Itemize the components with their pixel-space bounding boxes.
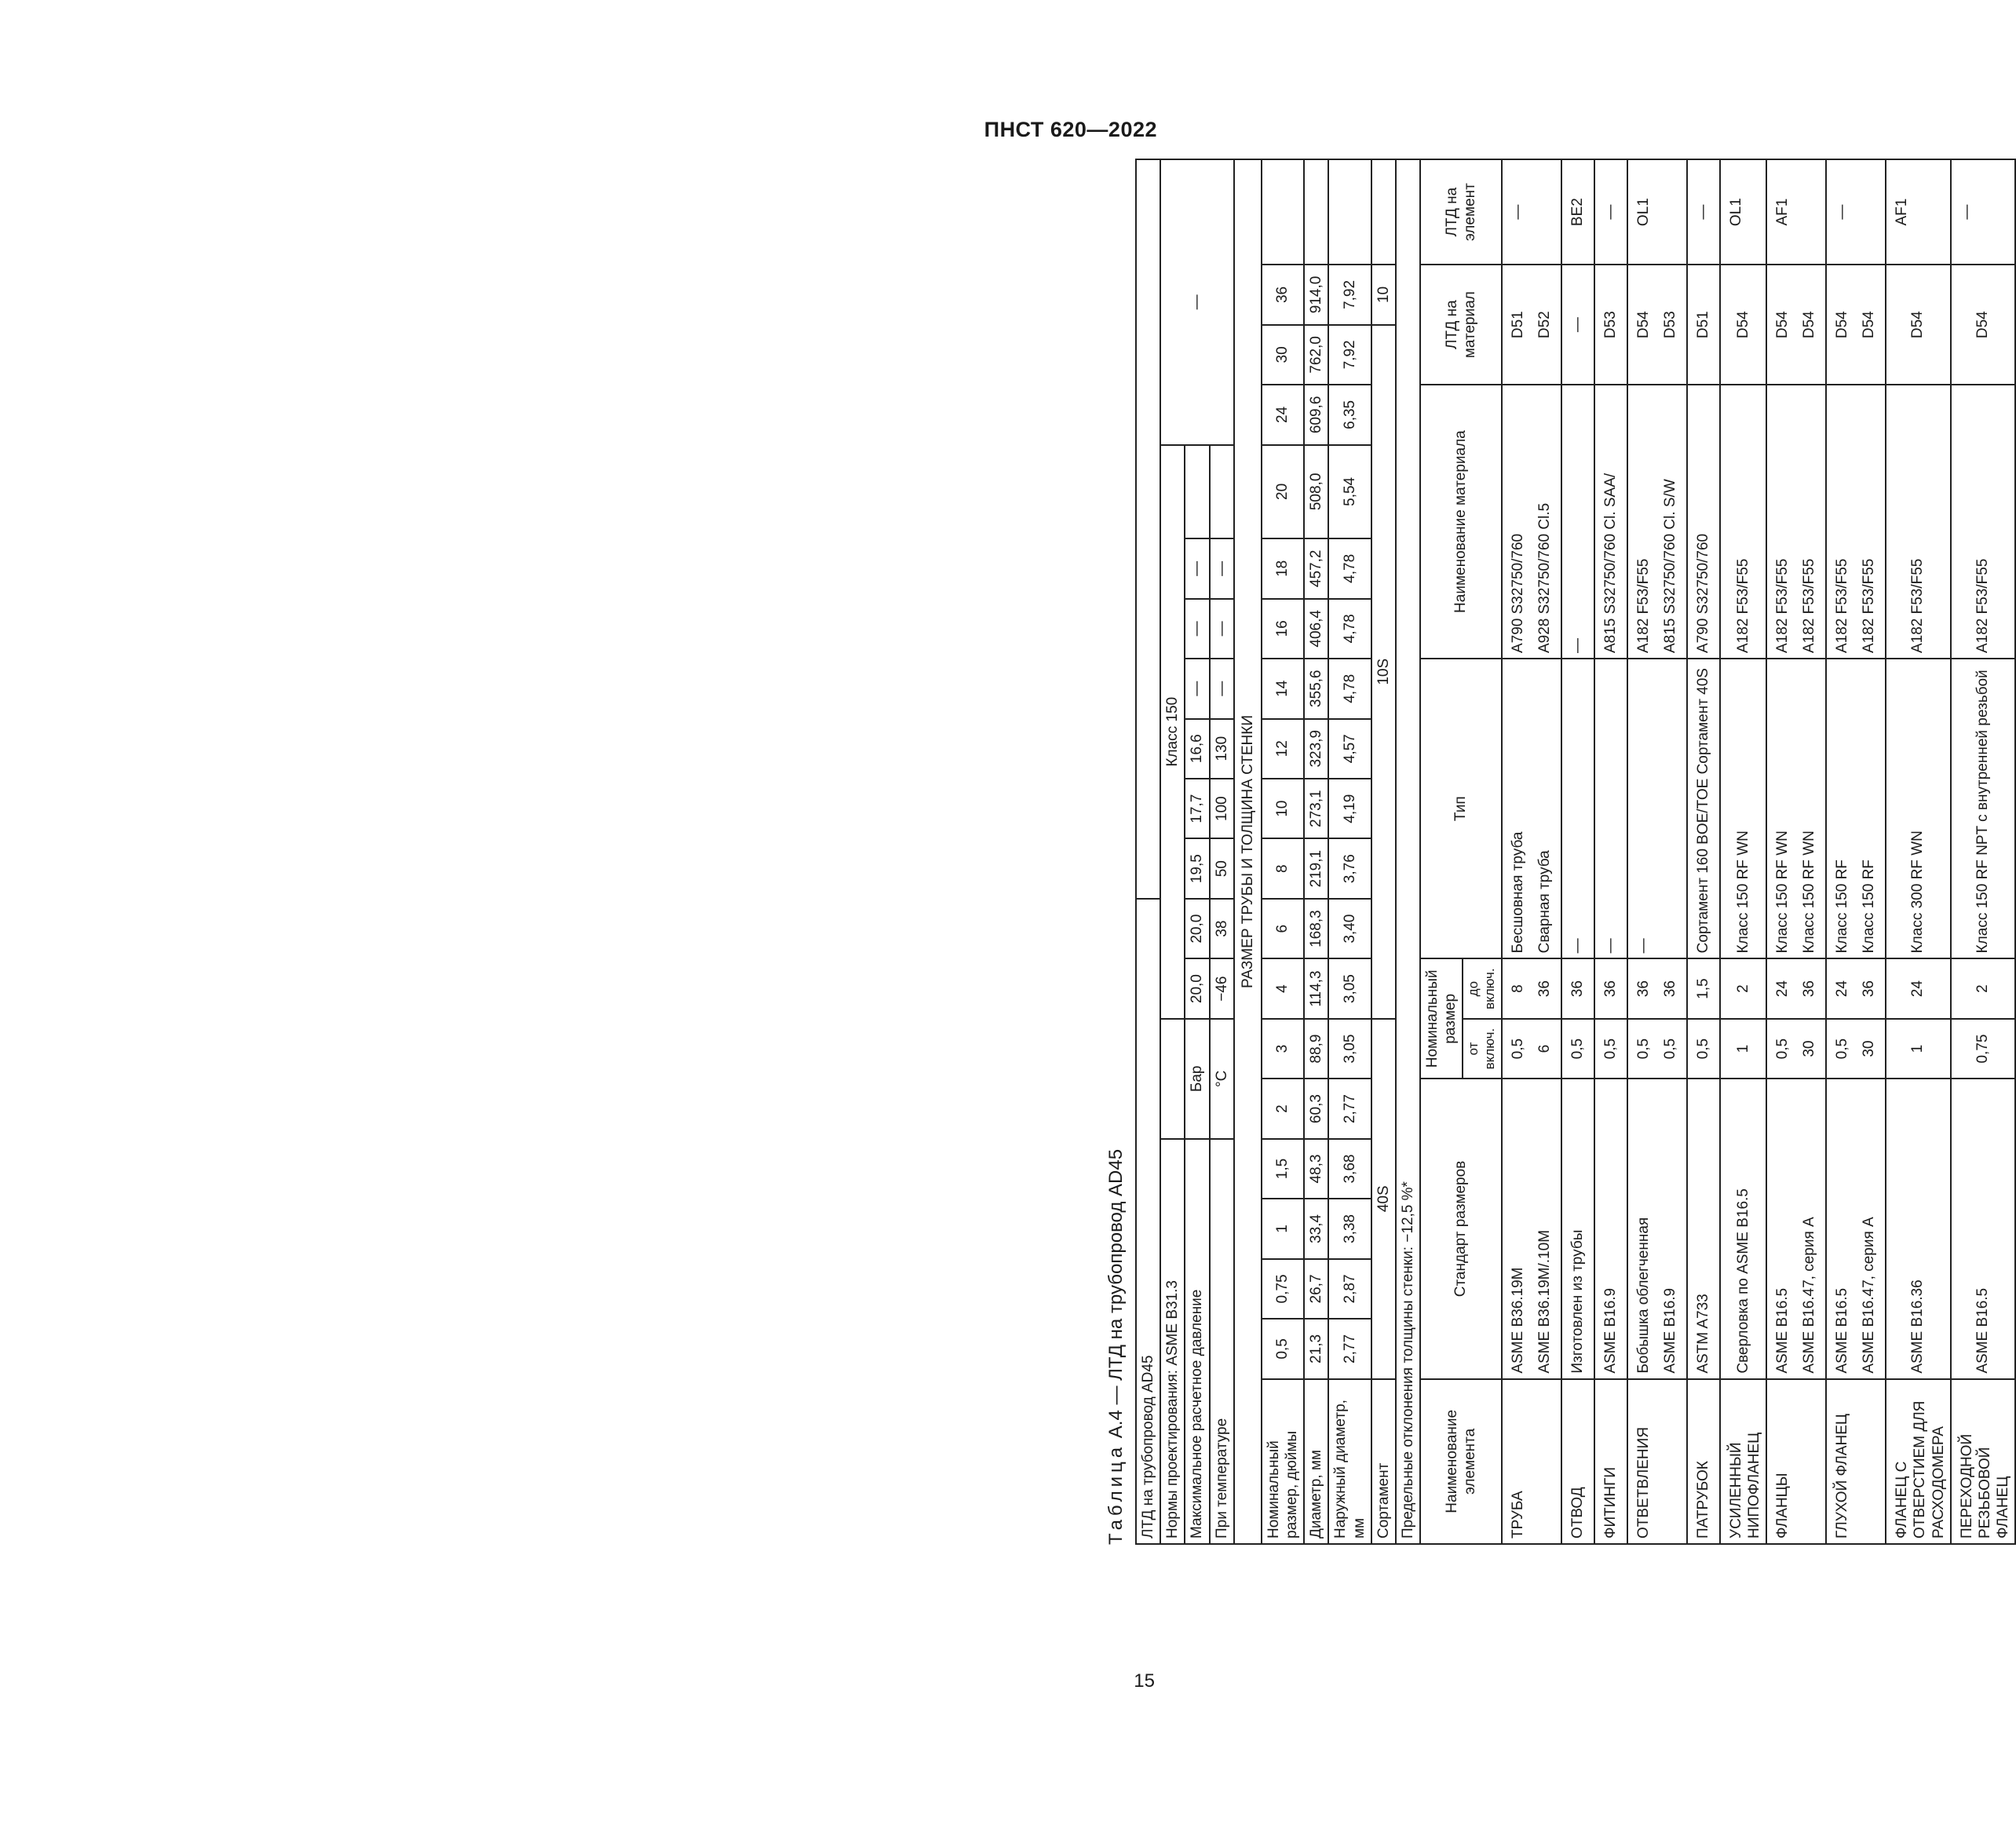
type-cell [1627, 659, 1687, 958]
section-title-row [1234, 159, 1262, 1544]
standard-cell [1886, 1079, 1951, 1378]
diameter-row [1304, 159, 1328, 1544]
col-to: до включ. [1463, 958, 1501, 1018]
from-cell-line: 1 [1734, 1044, 1751, 1053]
to-cell-line: 36 [1601, 980, 1619, 998]
standard-cell-line: ASME B36.19M/.10M [1536, 1229, 1553, 1374]
ltd-element-cell: — [1687, 159, 1720, 265]
ltd-label: ЛТД на трубопровод AD45 [1136, 899, 1160, 1544]
document-code: ПНСТ 620—2022 [984, 118, 1157, 141]
outer-diameter-value: 3,05 [1328, 1019, 1371, 1079]
ltd-material-cell [1627, 265, 1687, 385]
nominal-value: 16 [1262, 599, 1304, 659]
nominal-value: 24 [1262, 385, 1304, 444]
ltd-table [1135, 159, 2016, 1545]
from-cell-line: 6 [1536, 1044, 1553, 1053]
ltd-material-cell-line: D54 [1834, 311, 1851, 339]
nominal-value: 14 [1262, 659, 1304, 718]
ltd-material-cell [1502, 265, 1561, 385]
type-cell [1766, 659, 1826, 958]
standard-cell [1766, 1079, 1826, 1378]
material-cell-line: A182 F53/F55 [1834, 558, 1851, 654]
type-cell-line: Бесшовная труба [1509, 831, 1526, 954]
from-cell [1627, 1019, 1687, 1079]
diameter-value: 323,9 [1304, 719, 1328, 779]
to-cell-line: 8 [1509, 984, 1526, 993]
pressure-value: 17,7 [1185, 779, 1209, 838]
ltd-material-cell-line: D54 [1734, 311, 1751, 339]
from-cell-line: 0,5 [1569, 1038, 1586, 1060]
schedule-label: Сортамент [1371, 1379, 1396, 1544]
standard-cell [1561, 1079, 1594, 1378]
material-cell-line: A182 F53/F55 [1774, 558, 1791, 654]
standard-cell [1720, 1079, 1766, 1378]
col-ltd-material: ЛТД на материал [1420, 265, 1502, 385]
pressure-value: — [1185, 538, 1209, 598]
to-cell [1826, 958, 1886, 1018]
material-cell [1951, 385, 2016, 659]
outer-diameter-value: 2,77 [1328, 1079, 1371, 1138]
material-cell-line: A182 F53/F55 [1974, 558, 1991, 654]
diameter-value: 914,0 [1304, 265, 1328, 324]
table-row [1766, 159, 1826, 1544]
element-name: УСИЛЕННЫЙ НИПОФЛАНЕЦ [1720, 1379, 1766, 1544]
col-element: Наименование элемента [1420, 1379, 1502, 1544]
element-name: ОТВОД [1561, 1379, 1594, 1544]
nominal-size-row [1262, 159, 1304, 1544]
col-from: от включ. [1463, 1019, 1501, 1079]
from-cell-line: 1 [1909, 1044, 1927, 1053]
standard-cell-line: ASME B16.47, серия А [1801, 1217, 1818, 1374]
ltd-material-cell [1561, 265, 1594, 385]
ltd-material-cell [1687, 265, 1720, 385]
outer-diameter-label: Наружный диаметр, мм [1328, 1379, 1371, 1544]
standard-cell-line: ASME B16.36 [1909, 1279, 1927, 1374]
type-cell-line: Класс 150 RF [1861, 860, 1878, 954]
table-caption [1105, 159, 1127, 1545]
material-cell [1687, 385, 1720, 659]
material-cell-line: A815 S32750/760 Cl. SAA/ [1601, 473, 1619, 654]
material-cell-line: — [1569, 638, 1586, 654]
to-cell [1766, 958, 1826, 1018]
ltd-element-cell: — [1826, 159, 1886, 265]
from-cell-line: 0,5 [1509, 1038, 1526, 1060]
from-cell [1687, 1019, 1720, 1079]
temp-value: 130 [1210, 719, 1234, 779]
nominal-value: 12 [1262, 719, 1304, 779]
type-cell-line: Класс 150 RF WN [1801, 830, 1818, 954]
to-cell [1951, 958, 2016, 1018]
table-row [1502, 159, 1561, 1544]
standard-cell-line: ASME B16.47, серия А [1861, 1217, 1878, 1374]
temp-value: 100 [1210, 779, 1234, 838]
section-title: РАЗМЕР ТРУБЫ И ТОЛЩИНА СТЕНКИ [1234, 159, 1262, 1544]
class-label: Класс 150 [1160, 445, 1185, 1019]
from-cell-line: 30 [1861, 1040, 1878, 1057]
diameter-value: 114,3 [1304, 958, 1328, 1018]
header-blank [1160, 1019, 1185, 1139]
standard-cell [1502, 1079, 1561, 1378]
from-cell [1886, 1019, 1951, 1079]
table-row [1951, 159, 2016, 1544]
ltd-material-cell [1594, 265, 1627, 385]
ltd-material-cell [1826, 265, 1886, 385]
standard-cell [1627, 1079, 1687, 1378]
ltd-element-cell: — [1594, 159, 1627, 265]
from-cell [1720, 1019, 1766, 1079]
standard-cell-line: ASME B16.9 [1661, 1287, 1678, 1374]
to-cell-line: 1,5 [1694, 978, 1711, 999]
ltd-material-cell-line: D54 [1861, 311, 1878, 339]
ltd-material-cell-line: D54 [1801, 311, 1818, 339]
from-cell-line: 30 [1801, 1040, 1818, 1057]
header-row-ltd [1136, 159, 1160, 1544]
type-cell-line: Класс 300 RF WN [1909, 830, 1927, 954]
outer-diameter-value: 3,05 [1328, 958, 1371, 1018]
type-cell [1502, 659, 1561, 958]
from-cell [1594, 1019, 1627, 1079]
material-cell [1627, 385, 1687, 659]
material-cell-line: A182 F53/F55 [1634, 558, 1652, 654]
type-cell-line: — [1601, 938, 1619, 954]
standard-cell [1594, 1079, 1627, 1378]
nominal-value: 1 [1262, 1199, 1304, 1258]
ltd-element-cell: AF1 [1886, 159, 1951, 265]
table-row [1561, 159, 1594, 1544]
to-cell [1687, 958, 1720, 1018]
outer-diameter-value: 7,92 [1328, 265, 1371, 324]
standard-cell-line: ASME B36.19M [1509, 1267, 1526, 1374]
caption-label: Таблица [1105, 1443, 1127, 1545]
to-cell-line: 36 [1536, 980, 1553, 998]
to-cell-line: 2 [1734, 984, 1751, 993]
temp-value: — [1210, 599, 1234, 659]
outer-diameter-value: 4,78 [1328, 538, 1371, 598]
outer-diameter-row [1328, 159, 1371, 1544]
type-cell-line [1657, 664, 1684, 953]
schedule-10: 10 [1371, 265, 1396, 324]
table-row [1687, 159, 1720, 1544]
outer-diameter-value: 4,19 [1328, 779, 1371, 838]
diameter-value: 762,0 [1304, 325, 1328, 385]
type-cell-line: — [1569, 938, 1586, 954]
temp-value: −46 [1210, 958, 1234, 1018]
table-row [1627, 159, 1687, 1544]
diameter-value: 273,1 [1304, 779, 1328, 838]
diameter-value: 21,3 [1304, 1319, 1328, 1378]
element-name: ФЛАНЕЦ С ОТВЕРСТИЕМ ДЛЯ РАСХОДОМЕРА [1886, 1379, 1951, 1544]
pressure-value: 19,5 [1185, 838, 1209, 898]
pressure-value: — [1185, 659, 1209, 718]
standard-cell-line: ASME B16.9 [1601, 1287, 1619, 1374]
type-cell-line: Сортамент 160 BOE/TOE Сортамент 40S [1694, 668, 1711, 954]
element-name: ГЛУХОЙ ФЛАНЕЦ [1826, 1379, 1886, 1544]
material-cell-line: A182 F53/F55 [1734, 558, 1751, 654]
diameter-value: 168,3 [1304, 899, 1328, 958]
nominal-value: 8 [1262, 838, 1304, 898]
pressure-unit: Бар [1185, 1019, 1209, 1139]
ltd-material-cell-line: D54 [1974, 311, 1991, 339]
tolerance-note: Предельные отклонения толщины стенки: −12,5 %* [1396, 159, 1420, 1544]
from-cell [1766, 1019, 1826, 1079]
to-cell-line: 36 [1661, 980, 1678, 998]
temp-value: — [1210, 538, 1234, 598]
type-cell [1687, 659, 1720, 958]
outer-diameter-value: 2,87 [1328, 1259, 1371, 1319]
to-cell [1886, 958, 1951, 1018]
temp-value: — [1210, 659, 1234, 718]
header-blank [1136, 159, 1160, 899]
nominal-value: 2 [1262, 1079, 1304, 1138]
ltd-element-cell: OL1 [1720, 159, 1766, 265]
ltd-material-cell-line: D54 [1774, 311, 1791, 339]
table-row [1886, 159, 1951, 1544]
table-cell [1371, 159, 1396, 265]
ltd-material-cell-line: D53 [1661, 311, 1678, 339]
type-cell [1594, 659, 1627, 958]
col-type: Тип [1420, 659, 1502, 958]
to-cell-line: 24 [1834, 980, 1851, 998]
ltd-material-cell [1951, 265, 2016, 385]
nominal-value: 1,5 [1262, 1139, 1304, 1199]
type-cell [1826, 659, 1886, 958]
class-dash: — [1160, 159, 1234, 445]
ltd-material-cell-line: D53 [1601, 311, 1619, 339]
pressure-label: Максимальное расчетное давление [1185, 1139, 1209, 1544]
outer-diameter-value: 7,92 [1328, 325, 1371, 385]
pressure-value: 20,0 [1185, 958, 1209, 1018]
material-cell [1766, 385, 1826, 659]
ltd-material-cell-line: D54 [1634, 311, 1652, 339]
ltd-material-cell [1766, 265, 1826, 385]
from-cell-line: 0,5 [1694, 1038, 1711, 1060]
ltd-material-cell-line: D51 [1509, 311, 1526, 339]
nominal-value: 10 [1262, 779, 1304, 838]
material-cell [1594, 385, 1627, 659]
diameter-value: 33,4 [1304, 1199, 1328, 1258]
to-cell-line: 24 [1909, 980, 1927, 998]
from-cell-line: 0,75 [1974, 1034, 1991, 1064]
to-cell-line: 2 [1974, 984, 1991, 993]
standard-cell [1687, 1079, 1720, 1378]
type-cell-line: — [1634, 938, 1652, 954]
schedule-10s: 10S [1371, 325, 1396, 1019]
diameter-label: Диаметр, мм [1304, 1379, 1328, 1544]
col-nominal: Номинальный размер [1420, 958, 1463, 1079]
diameter-value: 88,9 [1304, 1019, 1328, 1079]
to-cell [1627, 958, 1687, 1018]
from-cell-line: 0,5 [1661, 1038, 1678, 1060]
rotated-table-block [1105, 159, 2016, 1545]
norms-label: Нормы проектирования: ASME B31.3 [1160, 1139, 1185, 1544]
table-cell [1304, 159, 1328, 265]
col-standard: Стандарт размеров [1420, 1079, 1502, 1378]
material-cell-line: A790 S32750/760 [1694, 533, 1711, 654]
page-number: 15 [1134, 1670, 1155, 1692]
standard-cell [1826, 1079, 1886, 1378]
material-cell-line: A182 F53/F55 [1861, 558, 1878, 654]
type-cell [1951, 659, 2016, 958]
standard-cell-line: Сверловка по ASME B16.5 [1734, 1188, 1751, 1374]
temp-unit: °C [1210, 1019, 1234, 1139]
to-cell-line: 36 [1634, 980, 1652, 998]
schedule-row [1371, 159, 1396, 1544]
to-cell-line: 36 [1801, 980, 1818, 998]
ltd-material-cell [1886, 265, 1951, 385]
type-cell [1720, 659, 1766, 958]
diameter-value: 48,3 [1304, 1139, 1328, 1199]
to-cell-line: 36 [1569, 980, 1586, 998]
nominal-value: 0,5 [1262, 1319, 1304, 1378]
to-cell [1561, 958, 1594, 1018]
nominal-value: 4 [1262, 958, 1304, 1018]
nominal-value: 3 [1262, 1019, 1304, 1079]
diameter-value: 406,4 [1304, 599, 1328, 659]
type-cell [1886, 659, 1951, 958]
material-cell-line: A928 S32750/760 Cl.5 [1536, 502, 1553, 654]
nominal-value: 30 [1262, 325, 1304, 385]
from-cell [1502, 1019, 1561, 1079]
header-blank [1185, 445, 1209, 539]
material-cell-line: A182 F53/F55 [1909, 558, 1927, 654]
outer-diameter-value: 5,54 [1328, 445, 1371, 539]
type-cell [1561, 659, 1594, 958]
outer-diameter-value: 4,78 [1328, 659, 1371, 718]
ltd-material-cell-line: D54 [1909, 311, 1927, 339]
to-cell-line: 36 [1861, 980, 1878, 998]
nominal-label: Номинальный размер, дюймы [1262, 1379, 1304, 1544]
standard-cell-line: ASME B16.5 [1774, 1287, 1791, 1374]
diameter-value: 355,6 [1304, 659, 1328, 718]
to-cell [1502, 958, 1561, 1018]
element-name: ПЕРЕХОДНОЙ РЕЗЬБОВОЙ ФЛАНЕЦ [1951, 1379, 2016, 1544]
material-cell [1886, 385, 1951, 659]
nominal-value: 36 [1262, 265, 1304, 324]
outer-diameter-value: 6,35 [1328, 385, 1371, 444]
nominal-value: 0,75 [1262, 1259, 1304, 1319]
material-cell-line: A815 S32750/760 Cl. S/W [1661, 479, 1678, 654]
from-cell-line: 0,5 [1601, 1038, 1619, 1060]
diameter-value: 457,2 [1304, 538, 1328, 598]
header-row-norms [1160, 159, 1185, 1544]
type-cell-line: Класс 150 RF WN [1734, 830, 1751, 954]
element-name: ФЛАНЦЫ [1766, 1379, 1826, 1544]
temp-value: 38 [1210, 899, 1234, 958]
standard-cell-line: ASME B16.5 [1834, 1287, 1851, 1374]
ltd-material-cell-line: — [1569, 317, 1586, 333]
diameter-value: 508,0 [1304, 445, 1328, 539]
element-name: ТРУБА [1502, 1379, 1561, 1544]
from-cell-line: 0,5 [1834, 1038, 1851, 1060]
table-cell [1262, 159, 1304, 265]
outer-diameter-value: 3,38 [1328, 1199, 1371, 1258]
standard-cell-line: ASME B16.5 [1974, 1287, 1991, 1374]
nominal-value: 20 [1262, 445, 1304, 539]
to-cell-line: 24 [1774, 980, 1791, 998]
caption-text: А.4 — ЛТД на трубопровод AD45 [1105, 1148, 1127, 1444]
pressure-value: — [1185, 599, 1209, 659]
type-cell-line: Сварная труба [1536, 850, 1553, 954]
standard-cell-line: ASTM A733 [1694, 1294, 1711, 1374]
col-ltd-element: ЛТД на элемент [1420, 159, 1502, 265]
from-cell [1561, 1019, 1594, 1079]
nominal-value: 6 [1262, 899, 1304, 958]
material-cell [1826, 385, 1886, 659]
table-row [1594, 159, 1627, 1544]
to-cell [1720, 958, 1766, 1018]
nominal-value: 18 [1262, 538, 1304, 598]
header-blank [1210, 445, 1234, 539]
diameter-value: 219,1 [1304, 838, 1328, 898]
from-cell [1826, 1019, 1886, 1079]
col-material: Наименование материала [1420, 385, 1502, 659]
ltd-element-cell: — [1502, 159, 1561, 265]
table-row [1720, 159, 1766, 1544]
ltd-element-cell: — [1951, 159, 2016, 265]
table-row [1826, 159, 1886, 1544]
element-name: ФИТИНГИ [1594, 1379, 1627, 1544]
diameter-value: 60,3 [1304, 1079, 1328, 1138]
standard-cell-line: Бобышка облегченная [1634, 1217, 1652, 1374]
ltd-material-cell [1720, 265, 1766, 385]
pressure-value: 20,0 [1185, 899, 1209, 958]
type-cell-line: Класс 150 RF [1834, 860, 1851, 954]
standard-cell [1951, 1079, 2016, 1378]
ltd-element-cell: AF1 [1766, 159, 1826, 265]
temp-value: 50 [1210, 838, 1234, 898]
type-cell-line: Класс 150 RF WN [1774, 830, 1791, 954]
from-cell [1951, 1019, 2016, 1079]
element-name: ПАТРУБОК [1687, 1379, 1720, 1544]
element-name: ОТВЕТВЛЕНИЯ [1627, 1379, 1687, 1544]
outer-diameter-value: 2,77 [1328, 1319, 1371, 1378]
from-cell-line: 0,5 [1634, 1038, 1652, 1060]
outer-diameter-value: 4,78 [1328, 599, 1371, 659]
outer-diameter-value: 3,76 [1328, 838, 1371, 898]
from-cell-line: 0,5 [1774, 1038, 1791, 1060]
type-cell-line: Класс 150 RF NPT с внутренней резьбой [1974, 670, 1991, 954]
material-cell [1720, 385, 1766, 659]
outer-diameter-value: 3,68 [1328, 1139, 1371, 1199]
material-cell [1502, 385, 1561, 659]
schedule-40s: 40S [1371, 1019, 1396, 1379]
ltd-material-cell-line: D52 [1536, 311, 1553, 339]
pressure-value: 16,6 [1185, 719, 1209, 779]
outer-diameter-value: 4,57 [1328, 719, 1371, 779]
table-cell [1328, 159, 1371, 265]
ltd-element-cell: BE2 [1561, 159, 1594, 265]
tolerance-row [1396, 159, 1420, 1544]
material-cell-line: A790 S32750/760 [1509, 533, 1526, 654]
to-cell [1594, 958, 1627, 1018]
ltd-material-cell-line: D51 [1694, 311, 1711, 339]
diameter-value: 609,6 [1304, 385, 1328, 444]
outer-diameter-value: 3,40 [1328, 899, 1371, 958]
ltd-element-cell: OL1 [1627, 159, 1687, 265]
temp-label: При температуре [1210, 1139, 1234, 1544]
diameter-value: 26,7 [1304, 1259, 1328, 1319]
material-cell [1561, 385, 1594, 659]
material-cell-line: A182 F53/F55 [1801, 558, 1818, 654]
column-header-row [1420, 159, 1463, 1544]
standard-cell-line: Изготовлен из трубы [1569, 1229, 1586, 1374]
